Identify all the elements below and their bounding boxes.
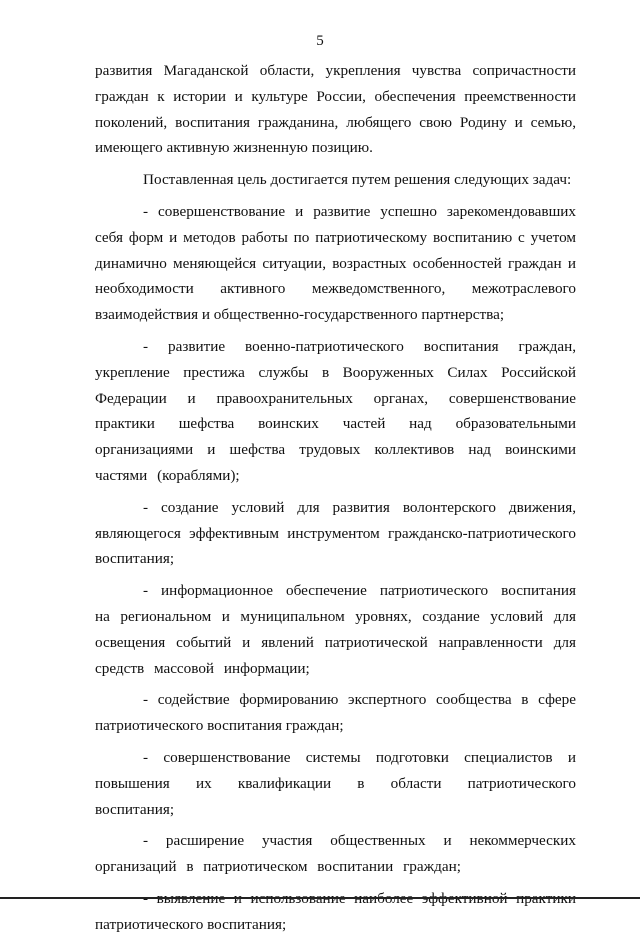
bottom-border <box>0 897 640 899</box>
task-item-information: - информационное обеспечение патриотического воспитания на региональном и муниципальном уровнях, создание условий для освещения событий и явлений патриотической направленности для средств массовой информации; <box>95 582 576 677</box>
task-item-military-patriotic: - развитие военно-патриотического воспитания граждан, укрепление престижа службы в Вооруженных Силах Российской Федерации и правоохранительных органах, совершенствование практики шефства воинских частей над образовательными организациями и шефства трудовых коллективов над воинскими частями (кораблями); <box>95 337 576 484</box>
task-item-best-practice: патриотического воспитания; <box>95 915 287 933</box>
task-item-expert-community: - содействие формированию экспертного сообщества в сфере патриотического воспитания граждан; <box>95 691 576 735</box>
document-body <box>95 58 576 944</box>
page-number: 5 <box>316 33 324 49</box>
task-item-specialists: - совершенствование системы подготовки специалистов и повышения их квалификации в области патриотического воспитания; <box>95 748 576 818</box>
paragraph-goal: Поставленная цель достигается путем решения следующих задач: <box>143 171 572 189</box>
task-item-volunteer: - создание условий для развития волонтерского движения, являющегося эффективным инструментом гражданско-патриотического воспитания; <box>95 498 576 568</box>
task-item-forms-methods: - совершенствование и развитие успешно зарекомендовавших себя форм и методов работы по патриотическому воспитанию с учетом динамично меняющейся ситуации, возрастных особенностей граждан и необходимости активного межведомственного, межотраслевого взаимодействия и общественно-государственного партнерства; <box>95 202 576 324</box>
paragraph-continuation: развития Магаданской области, укрепления чувства сопричастности граждан к истории и культуре России, обеспечения преемственности поколений, воспитания гражданина, любящего свою Родину и семью, имеющего активную жизненную позицию. <box>95 62 576 157</box>
task-item-ngo-participation: - расширение участия общественных и некоммерческих организаций в патриотическом воспитании граждан; <box>95 832 576 876</box>
